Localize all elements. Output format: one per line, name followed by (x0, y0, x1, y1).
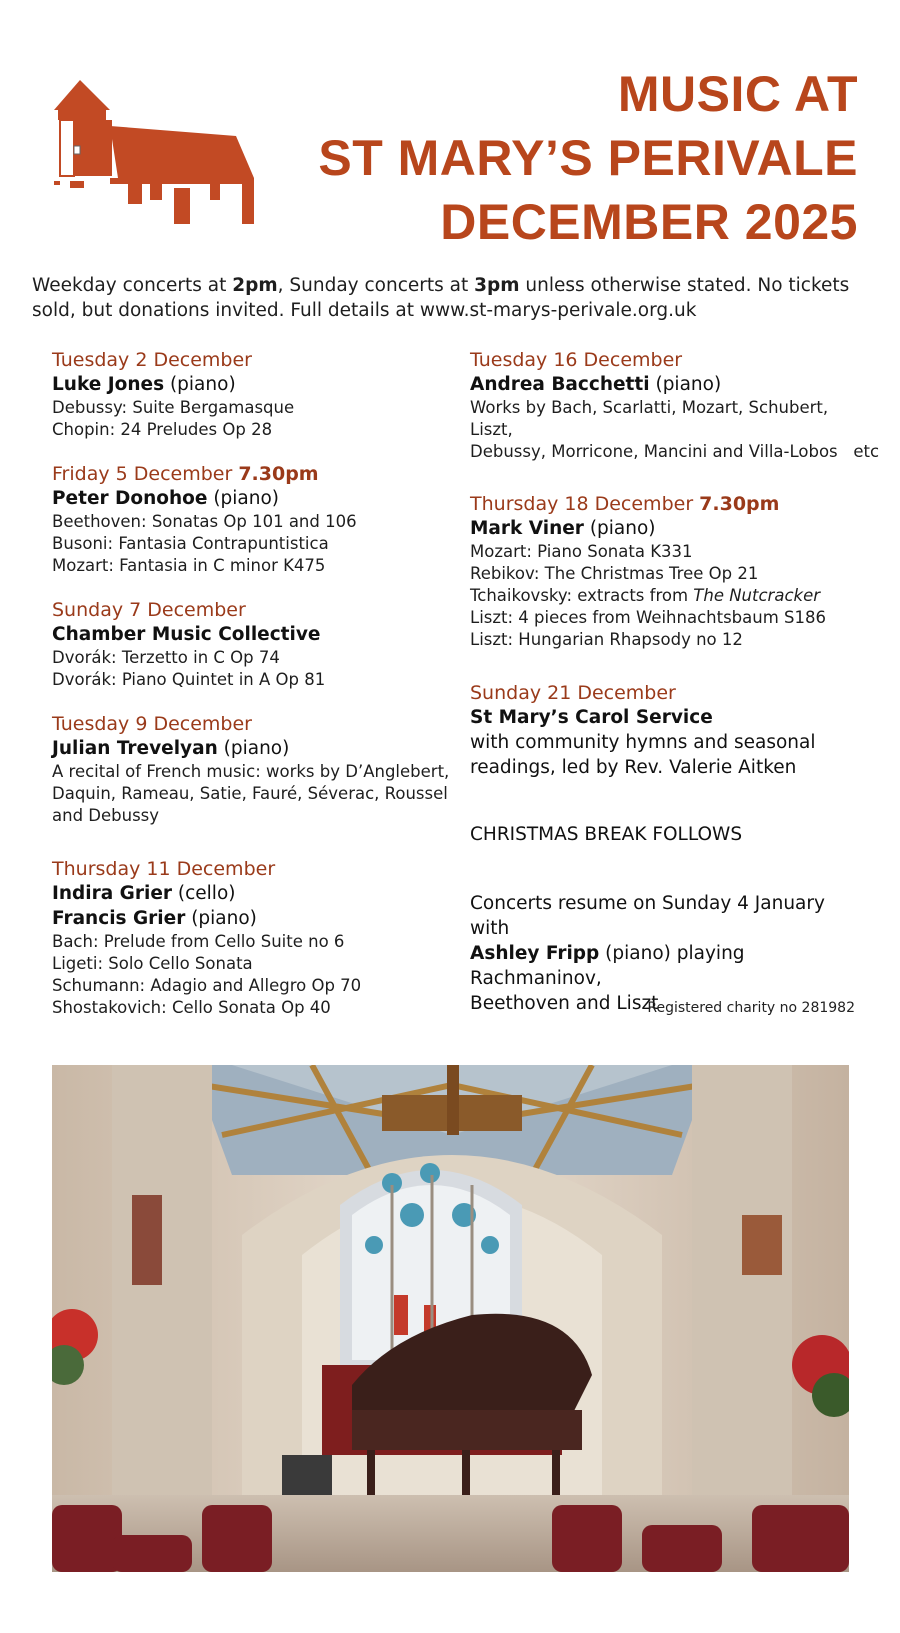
event-dec-2 (52, 348, 452, 441)
event-dec-7 (52, 598, 452, 691)
resume-line: Beethoven and Liszt (470, 993, 659, 1014)
event-dec-18 (470, 492, 870, 651)
program-line: Schumann: Adagio and Allegro Op 70 (52, 976, 362, 995)
event-performer (52, 881, 452, 906)
performer-name: Andrea Bacchetti (470, 374, 650, 395)
date-text: Friday 5 December (52, 463, 239, 485)
charity-number: Registered charity no 281982 (647, 1000, 855, 1016)
program-line: with community hymns and seasonal (470, 732, 816, 753)
performer-name: Luke Jones (52, 374, 165, 395)
performer-name: Francis Grier (52, 908, 186, 929)
performer-role: (piano) (217, 738, 290, 759)
event-performer (470, 705, 870, 730)
event-performer (52, 486, 452, 511)
performer-name: Indira Grier (52, 883, 173, 904)
performer-name: St Mary’s Carol Service (470, 707, 713, 728)
event-performer (52, 372, 452, 397)
event-performer (52, 736, 452, 761)
intro-part-1: Weekday concerts at (32, 275, 233, 296)
event-dec-11 (52, 857, 452, 1019)
title-line-2: ST MARY’S PERIVALE (318, 130, 858, 186)
event-date (470, 492, 870, 516)
event-date: Sunday 21 December (470, 682, 676, 704)
event-dec-5 (52, 462, 452, 577)
program-line: Chopin: 24 Preludes Op 28 (52, 420, 273, 439)
event-performer (470, 516, 870, 541)
weekday-time: 2pm (232, 275, 278, 296)
performer-role: (cello) (172, 883, 236, 904)
performer-name: Mark Viner (470, 518, 584, 539)
performer-role: (piano) (583, 518, 656, 539)
program-line: Busoni: Fantasia Contrapuntistica (52, 534, 329, 553)
intro-text (32, 273, 872, 323)
event-date: Sunday 7 December (52, 599, 246, 621)
event-dec-9 (52, 712, 452, 827)
performer-name: Chamber Music Collective (52, 624, 321, 645)
right-column (470, 348, 880, 1016)
event-performer (470, 372, 870, 397)
title-line-3: DECEMBER 2025 (440, 194, 858, 250)
program-line: Beethoven: Sonatas Op 101 and 106 (52, 512, 357, 531)
title-line-1: MUSIC AT (617, 66, 858, 122)
date-text: Thursday 18 December (470, 493, 700, 515)
performer-name: Julian Trevelyan (52, 738, 218, 759)
work-title: The Nutcracker (693, 586, 821, 605)
program-line: Rebikov: The Christmas Tree Op 21 (470, 564, 759, 583)
program-line: Liszt: Hungarian Rhapsody no 12 (470, 630, 743, 649)
resume-text: (piano) playing Rachmaninov, (470, 943, 745, 989)
event-date: Tuesday 16 December (470, 349, 683, 371)
event-date (52, 462, 452, 486)
performer-role: (piano) (207, 488, 280, 509)
program-line: Mozart: Fantasia in C minor K475 (52, 556, 326, 575)
performer-role: (piano) (649, 374, 722, 395)
event-time: 7.30pm (699, 493, 780, 515)
page-title (318, 62, 858, 254)
event-dec-21 (470, 681, 870, 780)
event-date: Tuesday 2 December (52, 349, 252, 371)
church-logo (50, 78, 270, 238)
performer-role: (piano) (185, 908, 257, 929)
event-dec-16 (470, 348, 880, 463)
event-time: 7.30pm (238, 463, 319, 485)
resume-notice (470, 891, 870, 1016)
program-line: A recital of French music: works by D’Anglebert, (52, 762, 450, 781)
program-line: Daquin, Rameau, Satie, Fauré, Séverac, Roussel (52, 784, 448, 803)
program-line: Dvorák: Terzetto in C Op 74 (52, 648, 280, 667)
program-line: Mozart: Piano Sonata K331 (470, 542, 693, 561)
performer-name: Peter Donohoe (52, 488, 208, 509)
event-date: Tuesday 9 December (52, 713, 252, 735)
intro-part-2: , Sunday concerts at (277, 275, 475, 296)
program-line: Works by Bach, Scarlatti, Mozart, Schubert, Liszt, (470, 398, 829, 439)
program-line: Bach: Prelude from Cello Suite no 6 (52, 932, 345, 951)
resume-line (470, 941, 870, 991)
church-interior-photo (52, 1065, 849, 1572)
event-performer (52, 906, 452, 931)
performer-name: Ashley Fripp (470, 943, 600, 964)
program-line: Debussy: Suite Bergamasque (52, 398, 295, 417)
performer-role: (piano) (164, 374, 236, 395)
program-line (470, 585, 870, 607)
program-line: and Debussy (52, 806, 160, 825)
program-text: Tchaikovsky: extracts from (470, 586, 694, 605)
program-line: Ligeti: Solo Cello Sonata (52, 954, 253, 973)
event-date: Thursday 11 December (52, 858, 276, 880)
resume-line: Concerts resume on Sunday 4 January with (470, 893, 825, 939)
program-line: readings, led by Rev. Valerie Aitken (470, 757, 797, 778)
program-line: Shostakovich: Cello Sonata Op 40 (52, 998, 331, 1017)
program-line: Debussy, Morricone, Mancini and Villa-Lobos etc (470, 442, 880, 461)
intro-part-3: unless otherwise stated. No tickets sold, but donations invited. Full details at www.st-marys-perivale.org.uk (32, 275, 850, 321)
program-line: Liszt: 4 pieces from Weihnachtsbaum S186 (470, 608, 826, 627)
christmas-break: CHRISTMAS BREAK FOLLOWS (470, 824, 743, 845)
left-column (52, 348, 452, 1019)
sunday-time: 3pm (474, 275, 520, 296)
event-performer (52, 622, 452, 647)
program-line: Dvorák: Piano Quintet in A Op 81 (52, 670, 326, 689)
